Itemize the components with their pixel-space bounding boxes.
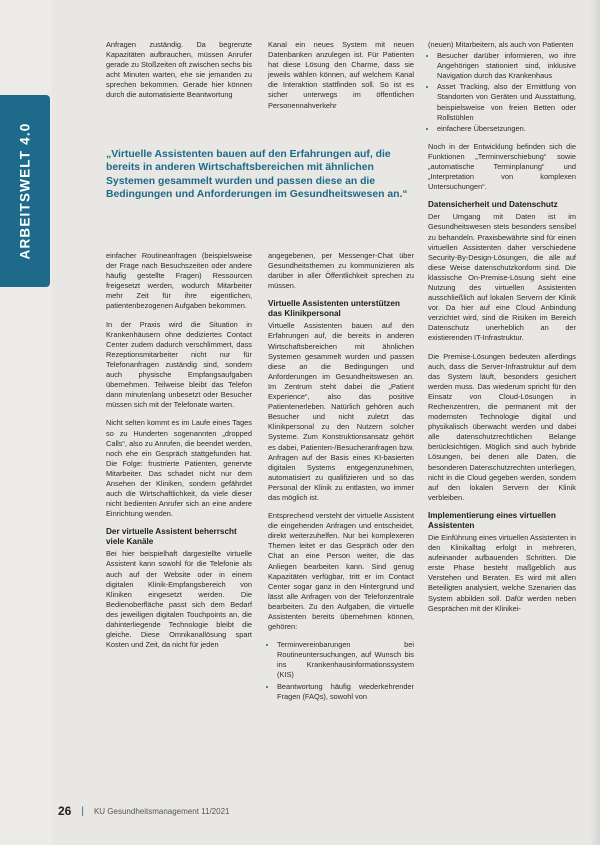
paragraph: Entsprechend versteht der virtuelle Assistent die eingehenden Anfragen und entscheidet, direkt weiterzuhelfen. Nur bei komplexeren Themen leitet er das Gespräch oder den Chat an eine Person weiter, die das Anliegen bearbeiten kann. Sind genug Kapazitäten verfügbar, tritt er im Contact Center sogar ganz in den Hintergrund und lässt alle Anfragen von der Telefonzentrale bearbeiten. Zu den Aufgaben, die virtuelle Assistenten bereits übernehmen können, gehören: (268, 511, 414, 632)
paragraph: Die Einführung eines virtuellen Assistenten in den Klinikalltag erfolgt in mehreren, aufeinander aufbauenden Schritten. Die erste Phase besteht maßgeblich aus Verstehen und Beraten. Es wird mit allen Beteiligten analysiert, welche Szenarien das System abbilden soll. Dafür werden neben Gesprächen mit der Klinikei- (428, 532, 576, 613)
subheading: Der virtuelle Assistent beherrscht viele Kanäle (106, 527, 237, 547)
footer-separator: | (81, 805, 84, 817)
list-item: • Beantwortung häufig wiederkehrender Fragen (FAQs), sowohl von (277, 682, 414, 702)
pull-quote: „Virtuelle Assistenten bauen auf den Erfahrungen auf, die bereits in anderen Wirtschaftsbereichen mit ähnlichen Systemen gesammelt wurden und passen diese an die Bedingungen und Anforderungen im Gesundheitswesen an.“ (106, 149, 408, 201)
paragraph: Der Umgang mit Daten ist im Gesundheitswesen stets besonders sensibel zu behandeln. Praxisbewährte sind für einen virtuellen Assistenten daher verschiedene Security-By-Design-Lösungen, die alle auf diese Weise datenschutzkonform sind. Die klassische On-Premise-Lösung sieht eine Nutzung des virtuellen Assistenten ausschließlich auf lokalen Servern der Klinik vor. Da hier auf eine Cloud Anbindung verzichtet wird, sind die Risiken im Bereich Datenschutz unerheblich an der existierenden IT-Infrastruktur. (428, 212, 576, 343)
section-tab (0, 95, 50, 287)
paragraph: Bei hier beispielhaft dargestellte virtuelle Assistent kann sowohl für die Telefonie als auch auf der Website oder in einem digitalen Klinik-Empfangsbereich von Kliniken eingesetzt werden. Die Bedienoberfläche passt sich dem Bedarf des jeweiligen digitalen Touchpoints an, die dahinterliegende Technologie bleibt die gleiche. Diese Omnikanallösung spart Kosten und Zeit, da nicht für jeden (106, 549, 252, 650)
bullet-list (268, 640, 414, 702)
paragraph: einfacher Routineanfragen (beispielsweise der Frage nach Besuchszeiten oder andere häufig gestellte Fragen) Ressourcen freigesetzt werden, wodurch Mitarbeiter mehr Zeit für ihre eigentlichen, patientenbezogenen Aufgaben bekommen. (106, 251, 252, 311)
list-item: • Terminvereinbarungen bei Routineuntersuchungen, auf Wunsch bis ins Krankenhausinformationssystem (KIS) (277, 640, 414, 680)
list-item: • Asset Tracking, also der Ermittlung von Standorten von Geräten und Ausstattung, beispielsweise von freien Betten oder Rollstühlen (437, 82, 576, 122)
paragraph: Die Premise-Lösungen bedeuten allerdings auch, dass die Server-Infrastruktur auf dem das System läuft, besonders gesichert werden muss. Das wiederum spricht für den Einsatz von Cloud-Lösungen in Rechenzentren, die permanent mit der modernsten Technologie digital und physikalisch überwacht werden und dabei alle datenschutzrechtlichen Belange berücksichtigen. Möglich sind auch hybride Lösungen, bei denen alle Daten, die besonderen Datenschutzrechten unterliegen, nicht in die Cloud gegeben werden, sondern auf den lokalen Servern der Klinik verbleiben. (428, 351, 576, 502)
paragraph: Kanal ein neues System mit neuen Datenbanken anzulegen ist. Für Patienten hat diese Lösung den Charme, dass sie jeweils wählen können, auf welchem Kanal die Interaktion stattfinden soll. So ist es sicher unterwegs im öffentlichen Personennahverkehr (268, 40, 414, 110)
list-item: • Besucher darüber informieren, wo ihre Angehörigen stationiert sind, inklusive Navigation durch das Krankenhaus (437, 51, 576, 81)
paragraph: (neuen) Mitarbeitern, als auch von Patienten (428, 40, 574, 49)
section-tab-label: ARBEITSWELT 4.0 (17, 122, 33, 260)
paragraph: Anfragen zuständig. Da begrenzte Kapazitäten aufbrauchen, müssen Anrufer gerade zu Stoßzeiten oft zwischen sechs bis acht Minuten warten, ehe sie jemanden zu sprechen bekommen. Gerade hier können durch die automatisierte Beantwortung (106, 40, 252, 100)
paragraph: In der Praxis wird die Situation in Krankenhäusern ohne dediziertes Contact Center zudem dadurch verschlimmert, dass Rezeptionsmitarbeiter nicht nur für Telefonanfragen zuständig sind, sondern auch physische Empfangsaufgaben übernehmen. Teilweise bleibt das Telefon dann minutenlang unbesetzt oder Besucher müssen sich mit der Telefonate warten. (106, 319, 252, 410)
list-item: • einfachere Übersetzungen. (437, 124, 576, 134)
page-number: 26 (58, 804, 72, 818)
article-column-top-left (106, 40, 252, 101)
article-column-top-middle (268, 40, 414, 111)
page-footer (58, 801, 358, 821)
subheading: Datensicherheit und Datenschutz (428, 200, 558, 210)
paragraph: angegebenen, per Messenger-Chat über Gesundheitsthemen zu kommunizieren als darüber in aller Öffentlichkeit sprechen zu müssen. (268, 251, 414, 291)
journal-name: KU Gesundheitsmanagement 11/2021 (93, 806, 230, 816)
paragraph: Virtuelle Assistenten bauen auf den Erfahrungen auf, die bereits in anderen Wirtschaftsbereichen mit ähnlichen Systemen gesammelt wurden und passen diese an die Bedingungen und Anforderungen im Gesundheitswesen an. Im Zentrum steht dabei die „Patient Experience“, also das positive Patientenerleben. Natürlich gehören auch Besucher und nicht zuletzt das Klinikpersonal zu den Nutzern solcher Systeme. Zum Konstruktionsansatz gehört es dabei, Patienten-/Besucheranfragen bzw. Anfragen auf der Basis eines KI-basierten digitalen Systems entgegenzunehmen, automatisiert zu qualifizieren und so das Personal der Klinik zu entlasten, wo immer das möglich ist. (268, 321, 414, 502)
bullet-list (428, 51, 576, 134)
article-column-left (106, 251, 252, 658)
article-column-middle (268, 251, 414, 710)
page-edge-shadow (590, 0, 600, 845)
article-column-right (428, 40, 576, 622)
paragraph: Noch in der Entwicklung befinden sich die Funktionen „Terminverschiebung“ sowie „automatische Terminplanung“ und „Interpretation von komplexen Untersuchungen“. (428, 141, 576, 192)
paragraph: Nicht selten kommt es im Laufe eines Tages so zu Hunderten sogenannten „dropped Calls“, also zu Anrufen, die beendet werden, noch ehe ein Gespräch stattgefunden hat. Die Folge: frustrierte Patienten, genervte Mitarbeiter. Das schadet nicht nur dem Ansehen der Kliniken, sondern gefährdet auch die Wirtschaftlichkeit, da viele dieser nicht bedienten Anrufer sich an eine andere Einrichtung wenden. (106, 418, 252, 519)
subheading: Implementierung eines virtuellen Assistenten (428, 510, 556, 530)
subheading: Virtuelle Assistenten unterstützen das Klinikpersonal (268, 299, 400, 319)
